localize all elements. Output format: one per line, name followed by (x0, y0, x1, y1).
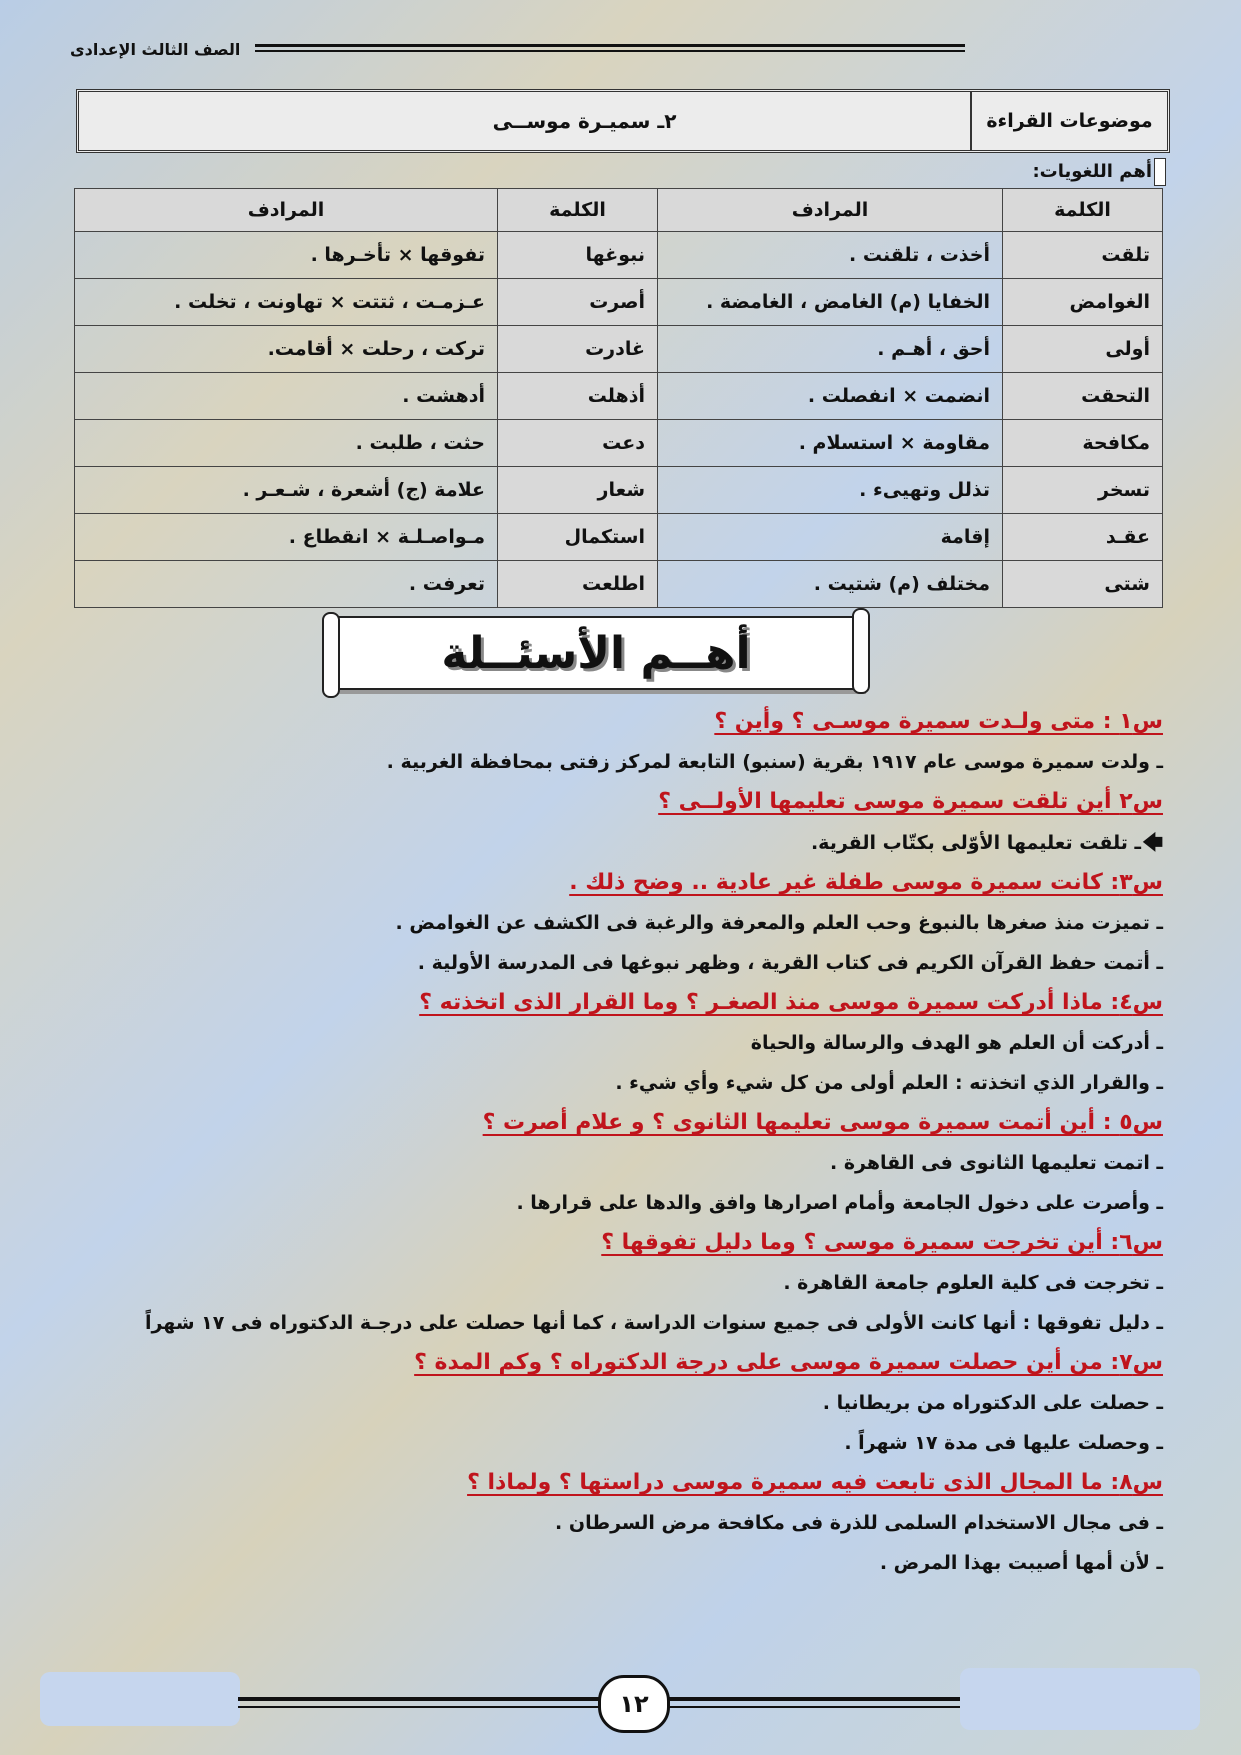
table-row (75, 279, 1163, 326)
synonym-cell: تعرفت . (75, 561, 498, 608)
word-cell: مكافحة (1003, 420, 1163, 467)
question: س٢ أين تلقت سميرة موسى تعليمها الأولــى ؟ (658, 789, 1163, 814)
synonym-cell: أدهشت . (75, 373, 498, 420)
synonym-cell: علامة (ج) أشعرة ، شـعـر . (75, 467, 498, 514)
answer: ـ والقرار الذي اتخذته : العلم أولى من كل شيء وأي شيء . (615, 1072, 1163, 1094)
synonym-cell: مـواصـلـة × انقطاع . (75, 514, 498, 561)
footer-pad-left (40, 1672, 240, 1726)
answer: ـ أدركت أن العلم هو الهدف والرسالة والحياة (750, 1032, 1163, 1054)
topic-box (76, 89, 1170, 153)
footer-pad-right (960, 1668, 1200, 1730)
banner-title: أهــم الأسئــلة (441, 627, 751, 679)
word-cell: استكمال (498, 514, 658, 561)
answer: ـ وأصرت على دخول الجامعة وأمام اصرارها وافق والدها على قرارها . (516, 1192, 1163, 1214)
question: س٥ : أين أتمت سميرة موسى تعليمها الثانوى ؟ و علام أصرت ؟ (482, 1110, 1163, 1135)
table-row (75, 232, 1163, 279)
qa-section (140, 702, 1163, 1583)
vocab-label: أهم اللغويات: (1032, 158, 1166, 186)
topic-category: موضوعات القراءة (970, 92, 1167, 150)
col-header-synonym: المرادف (75, 189, 498, 232)
question: س٧: من أين حصلت سميرة موسى على درجة الدكتوراه ؟ وكم المدة ؟ (414, 1350, 1163, 1375)
table-row (75, 420, 1163, 467)
table-row (75, 326, 1163, 373)
vocab-table (74, 188, 1163, 608)
word-cell: عقـد (1003, 514, 1163, 561)
word-cell: شعار (498, 467, 658, 514)
bullet-box-icon (1154, 158, 1166, 186)
word-cell: تلقت (1003, 232, 1163, 279)
word-cell: أذهلت (498, 373, 658, 420)
question: س٤: ماذا أدركت سميرة موسى منذ الصغـر ؟ وما القرار الذى اتخذته ؟ (419, 990, 1163, 1015)
word-cell: تسخر (1003, 467, 1163, 514)
synonym-cell: مقاومة × استسلام . (658, 420, 1003, 467)
synonym-cell: انضمت × انفصلت . (658, 373, 1003, 420)
answer: 🡄ـ تلقت تعليمها الأوّلى بكتّاب القرية. (140, 822, 1163, 863)
synonym-cell: مختلف (م) شتيت . (658, 561, 1003, 608)
col-header-word: الكلمة (1003, 189, 1163, 232)
grade-title: الصف الثالث الإعدادى (70, 40, 241, 59)
table-row (75, 373, 1163, 420)
synonym-cell: أخذت ، تلقنت . (658, 232, 1003, 279)
synonym-cell: إقامة (658, 514, 1003, 561)
page-number: ١٢ (598, 1675, 670, 1733)
word-cell: دعت (498, 420, 658, 467)
synonym-cell: تركت ، رحلت × أقامت. (75, 326, 498, 373)
synonym-cell: عـزمـت ، ثتتت × تهاونت ، تخلت . (75, 279, 498, 326)
synonym-cell: الخفايا (م) الغامض ، الغامضة . (658, 279, 1003, 326)
table-row (75, 561, 1163, 608)
lesson-title: ٢ـ سميـرة موســى (492, 109, 677, 133)
arrow-left-icon: 🡄 (1142, 830, 1163, 854)
word-cell: نبوغها (498, 232, 658, 279)
answer: ـ حصلت على الدكتوراه من بريطانيا . (822, 1392, 1163, 1414)
answer: ـ فى مجال الاستخدام السلمى للذرة فى مكافحة مرض السرطان . (555, 1512, 1163, 1534)
answer: ـ أتمت حفظ القرآن الكريم فى كتاب القرية ، وظهر نبوغها فى المدرسة الأولية . (417, 952, 1163, 974)
word-cell: الغوامض (1003, 279, 1163, 326)
word-cell: شتى (1003, 561, 1163, 608)
synonym-cell: تذلل وتهيىء . (658, 467, 1003, 514)
header-rule (255, 44, 965, 47)
col-header-word: الكلمة (498, 189, 658, 232)
answer: ـ تخرجت فى كلية العلوم جامعة القاهرة . (783, 1272, 1163, 1294)
question: س١ : متى ولـدت سميرة موسـى ؟ وأين ؟ (714, 709, 1163, 734)
question: س٨: ما المجال الذى تابعت فيه سميرة موسى دراستها ؟ ولماذا ؟ (467, 1470, 1163, 1495)
header-rule-thin (255, 50, 965, 52)
question: س٦: أين تخرجت سميرة موسى ؟ وما دليل تفوقها ؟ (601, 1230, 1163, 1255)
word-cell: أولى (1003, 326, 1163, 373)
table-row (75, 467, 1163, 514)
col-header-synonym: المرادف (658, 189, 1003, 232)
word-cell: أصرت (498, 279, 658, 326)
answer: ـ وحصلت عليها فى مدة ١٧ شهراً . (844, 1432, 1163, 1454)
questions-banner (330, 616, 862, 690)
answer: ـ لأن أمها أصيبت بهذا المرض . (879, 1552, 1163, 1574)
synonym-cell: حثت ، طلبت . (75, 420, 498, 467)
vocab-header-row (75, 189, 1163, 232)
word-cell: اطلعت (498, 561, 658, 608)
answer: ـ ولدت سميرة موسى عام ١٩١٧ بقرية (سنبو) التابعة لمركز زفتى بمحافظة الغربية . (386, 751, 1163, 773)
answer: ـ اتمت تعليمها الثانوى فى القاهرة . (829, 1152, 1163, 1174)
word-cell: التحقت (1003, 373, 1163, 420)
synonym-cell: تفوقها × تأخـرها . (75, 232, 498, 279)
synonym-cell: أحق ، أهـم . (658, 326, 1003, 373)
answer: ـ دليل تفوقها : أنها كانت الأولى فى جميع سنوات الدراسة ، كما أنها حصلت على درجـة الدكتوراه فى ١٧ شهراً (144, 1312, 1163, 1334)
answer: ـ تميزت منذ صغرها بالنبوغ وحب العلم والمعرفة والرغبة فى الكشف عن الغوامض . (395, 912, 1163, 934)
question: س٣: كانت سميرة موسى طفلة غير عادية .. وضح ذلك . (569, 870, 1163, 895)
table-row (75, 514, 1163, 561)
word-cell: غادرت (498, 326, 658, 373)
